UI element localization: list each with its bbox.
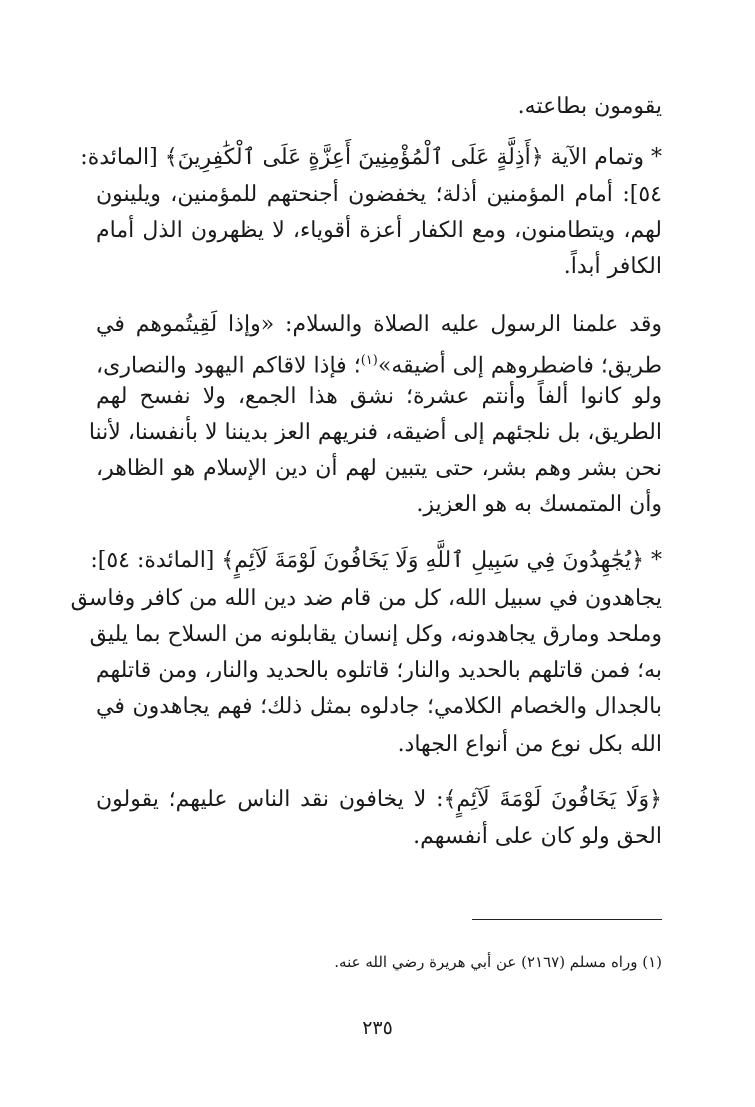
text-line: ﴿وَلَا يَخَافُونَ لَوْمَةَ لَآئِمٍ﴾: لا يخافون نقد الناس عليهم؛ يقولون	[96, 787, 662, 812]
text-line: الطريق، بل نلجئهم إلى أضيقه، فنريهم العز بديننا لا بأنفسنا، لأننا	[88, 420, 662, 445]
text-line: الكافر أبداً.	[563, 254, 662, 279]
text-line: وأن المتمسك به هو العزيز.	[416, 492, 662, 517]
footnote: (١) وراه مسلم (٢١٦٧) عن أبي هريرة رضي الله عنه.	[334, 953, 662, 971]
text-line: ٥٤]: أمام المؤمنين أذلة؛ يخفضون أجنحتهم للمؤمنين، ويلينون	[96, 182, 662, 207]
page-number: ٢٣٥	[362, 1017, 393, 1039]
text-line: الحق ولو كان على أنفسهم.	[413, 824, 662, 849]
text-line: بالجدال والخصام الكلامي؛ جادلوه بمثل ذلك؛ فهم يجاهدون في	[96, 694, 662, 719]
text-line: * ﴿يُجَٰهِدُونَ فِي سَبِيلِ ٱللَّهِ وَلَا يَخَافُونَ لَوْمَةَ لَآئِمٍ﴾ [المائدة: ٥٤]:	[90, 548, 662, 573]
text-line: وملحد ومارق يجاهدونه، وكل إنسان يقابلونه من السلاح بما يليق	[89, 622, 662, 647]
text-line: وقد علمنا الرسول عليه الصلاة والسلام: «وإذا لَقِيتُموهم في	[96, 312, 662, 337]
text-line: به؛ فمن قاتلهم بالحديد والنار؛ قاتلوه بالحديد والنار، ومن قاتلهم	[95, 658, 662, 683]
text-line: يجاهدون في سبيل الله، كل من قام ضد دين الله من كافر وفاسق	[70, 586, 662, 611]
text-line-with-footnote-ref	[96, 346, 662, 381]
text-line: ولو كانوا ألفاً وأنتم عشرة؛ نشق هذا الجمع، ولا نفسح لهم	[96, 384, 662, 409]
text-line: يقومون بطاعته.	[517, 94, 662, 119]
text-line: نحن بشر وهم بشر، حتى يتبين لهم أن دين الإسلام هو الظاهر،	[96, 456, 662, 481]
text-line: لهم، ويتطامنون، ومع الكفار أعزة أقوياء، لا يظهرون الذل أمام	[96, 218, 662, 243]
text-line: * وتمام الآية ﴿أَذِلَّةٍ عَلَى ٱلْمُؤْمِنِينَ أَعِزَّةٍ عَلَى ٱلْكَٰفِرِينَ﴾ [المائدة:	[80, 145, 662, 170]
footnote-divider	[472, 919, 662, 920]
text-line: الله بكل نوع من أنواع الجهاد.	[397, 732, 662, 757]
footnote-reference: (١)	[360, 353, 378, 368]
text-segment: طريق؛ فاضطروهم إلى أضيقه»	[377, 353, 662, 379]
text-segment: ؛ فإذا لاقاكم اليهود والنصارى،	[96, 353, 361, 379]
